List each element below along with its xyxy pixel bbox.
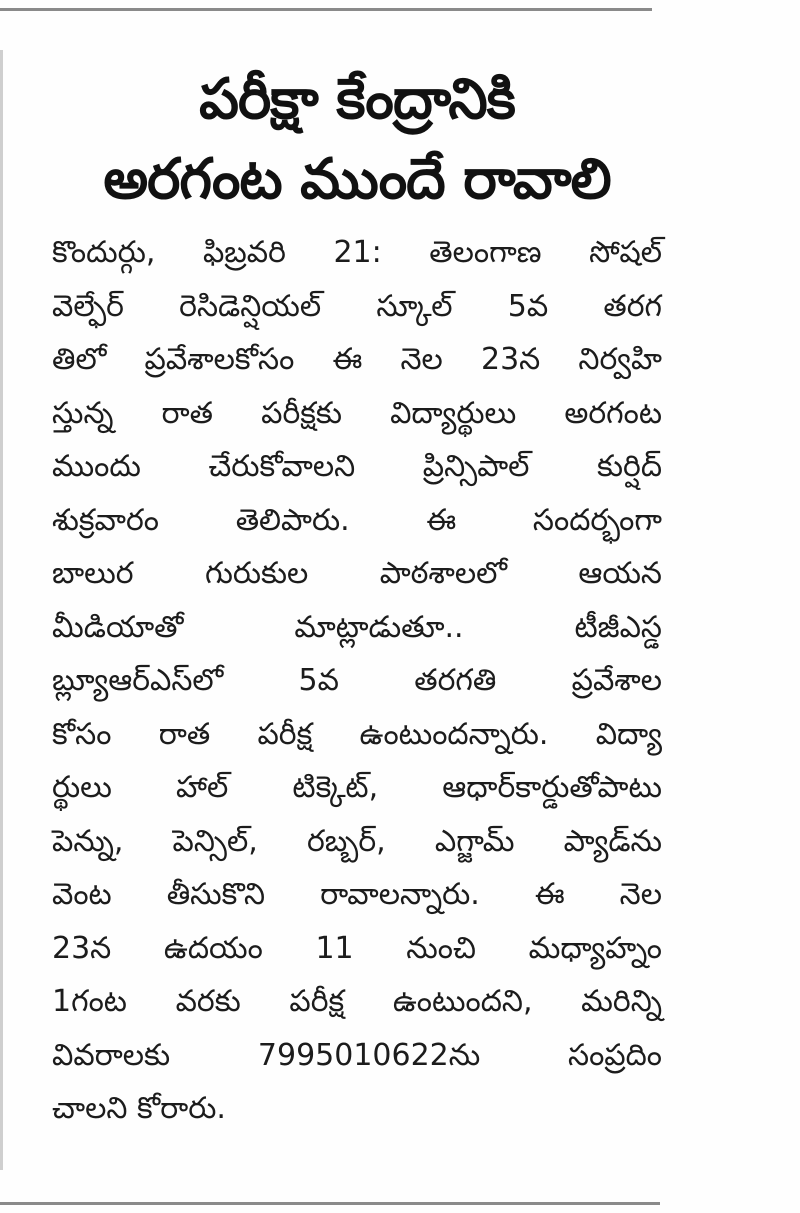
top-divider — [0, 8, 652, 11]
bottom-divider — [0, 1202, 660, 1205]
body-line: కొందుర్గు, ఫిబ్రవరి 21: తెలంగాణ సోషల్ — [52, 235, 662, 270]
body-line: 23న ఉదయం 11 నుంచి మధ్యాహ్నం — [52, 930, 662, 966]
body-line: వివరాలకు 7995010622ను సంప్రదిం — [52, 1037, 662, 1073]
body-line: 1గంట వరకు పరీక్ష ఉంటుందని, మరిన్ని — [52, 984, 662, 1019]
body-line: మీడియాతో మాట్లాడుతూ.. టీజీఎస్డ — [52, 609, 662, 645]
body-line: తిలో ప్రవేశాలకోసం ఈ నెల 23న నిర్వహి — [52, 342, 662, 377]
body-line: స్తున్న రాత పరీక్షకు విద్యార్థులు అరగంట — [52, 395, 662, 431]
headline-line: పరీక్షా కేంద్రానికి — [199, 67, 515, 132]
body-line: వెల్ఫేర్ రెసిడెన్షియల్ స్కూల్ 5వ తరగ — [52, 288, 662, 324]
headline-line: అరగంట ముందే రావాలి — [103, 147, 611, 212]
body-line: కోసం రాత పరీక్ష ఉంటుందన్నారు. విద్యా — [52, 716, 662, 752]
body-line: చాలని కోరారు. — [52, 1091, 226, 1126]
article-headline — [52, 60, 662, 220]
body-line: ర్థులు హాల్ టిక్కెట్, ఆధార్‌కార్డుతోపాటు — [52, 770, 662, 805]
body-line: శుక్రవారం తెలిపారు. ఈ సందర్భంగా — [52, 502, 662, 538]
body-line: ముందు చేరుకోవాలని ప్రిన్సిపాల్ కుర్షిద్ — [52, 449, 662, 484]
news-article — [52, 60, 662, 1136]
body-line: బ్ల్యూఆర్ఎస్‌లో 5వ తరగతి ప్రవేశాల — [52, 663, 662, 698]
article-body — [52, 226, 662, 1136]
body-line: బాలుర గురుకుల పాఠశాలలో ఆయన — [52, 556, 662, 591]
body-line: పెన్ను, పెన్సిల్, రబ్బర్, ఎగ్జామ్ ప్యాడ్‌ను — [52, 823, 662, 859]
body-line: వెంట తీసుకొని రావాలన్నారు. ఈ నెల — [52, 877, 662, 912]
left-column-divider — [0, 50, 3, 1170]
